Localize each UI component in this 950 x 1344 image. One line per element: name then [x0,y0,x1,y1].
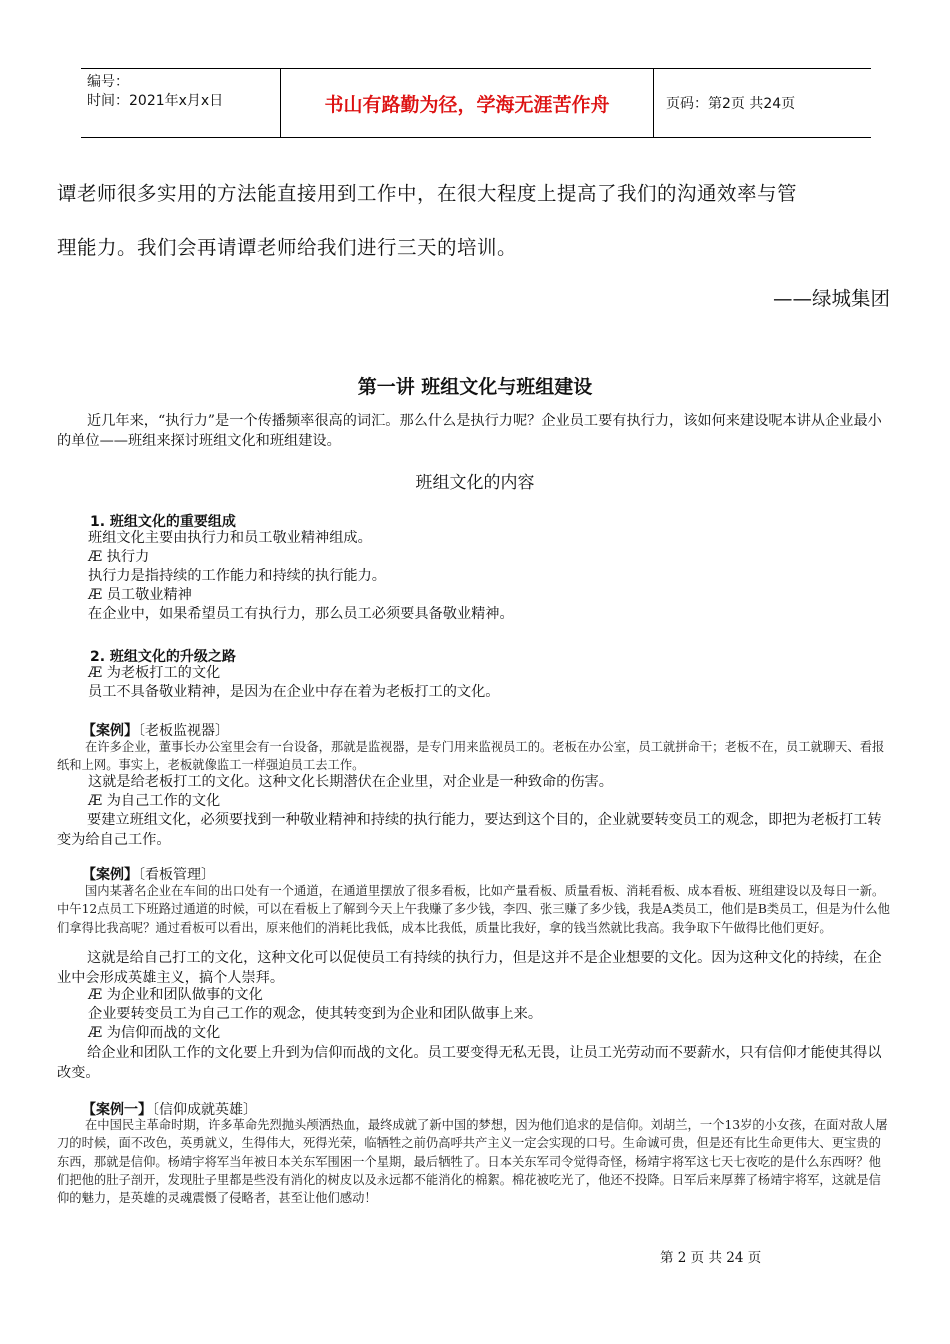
part1-heading: 1. 班组文化的重要组成 [90,514,236,530]
case2-paragraph-2: 给企业和团队工作的文化要上升到为信仰而战的文化。员工要变得无私无畏，让员工光劳动而不要薪水，只有信仰才能使其得以改变。 [57,1045,882,1081]
part1-line: Æ 员工敬业精神 [88,587,192,603]
case2-line-1: Æ 为企业和团队做事的文化 [88,987,263,1003]
date-label: 时间：2021年x月x日 [87,93,224,109]
part2-line-a: Æ 为老板打工的文化 [88,665,221,681]
case1-heading [82,720,229,740]
header-meta [81,69,281,137]
case1-after-1: 这就是给老板打工的文化。这种文化长期潜伏在企业里，对企业是一种致命的伤害。 [88,774,613,790]
section-title: 班组文化的内容 [415,473,535,493]
part1-line: 在企业中，如果希望员工有执行力，那么员工必须要具备敬业精神。 [88,606,514,622]
part1-line: Æ 执行力 [88,549,150,565]
case2-line-3: Æ 为信仰而战的文化 [88,1025,221,1041]
intro-line-1: 谭老师很多实用的方法能直接用到工作中，在很大程度上提高了我们的沟通效率与管 [57,182,798,205]
case2-text: 国内某著名企业在车间的出口处有一个通道，在通道里摆放了很多看板，比如产量看板、质量看板、消耗看板、成本看板、班组建设以及每日一新。中午12点员工下班路过通道的时候，可以在看板上了解到今天上午我赚了多少钱，李四、张三赚了多少钱，我是A类员工，他们是B类员工，但是为什么他们拿得比我高呢？通过看板可以看出，原来他们的消耗比我低，成本比我低，质量比我好，拿的钱当然就比我高。我争取下午做得比他们更好。 [57,884,890,935]
case3-title: 〔信仰成就英雄〕 [152,1102,257,1118]
part1-line: 执行力是指持续的工作能力和持续的执行能力。 [88,568,386,584]
case1-text: 在许多企业，董事长办公室里会有一台设备，那就是监视器，是专门用来监视员工的。老板在办公室，员工就拼命干；老板不在，员工就聊天、看报纸和上网。事实上，老板就像监工一样强迫员工去工作。 [57,740,885,773]
case2-heading [82,864,215,884]
lecture-intro-paragraph: 近几年来，“执行力”是一个传播频率很高的词汇。那么什么是执行力呢？企业员工要有执行力，该如何来建设呢本讲从企业最小的单位——班组来探讨班组文化和班组建设。 [57,413,882,449]
case2-label: 【案例】 [82,867,138,883]
header-motto: 书山有路勤为径，学海无涯苦作舟 [281,69,654,137]
number-label: 编号： [87,74,129,90]
case1-title: 〔老板监视器〕 [138,723,229,739]
page-footer: 第 2 页 共 24 页 [660,1250,762,1266]
part2-line-b: 员工不具备敬业精神，是因为在企业中存在着为老板打工的文化。 [88,684,500,700]
case3-label: 【案例一】 [82,1102,152,1118]
header-page-label: 页码：第2页 共24页 [666,96,796,112]
part2-heading: 2. 班组文化的升级之路 [90,649,236,665]
case2-title: 〔看板管理〕 [138,867,215,883]
case1-after-2: Æ 为自己工作的文化 [88,793,221,809]
case3-text: 在中国民主革命时期，许多革命先烈抛头颅洒热血，最终成就了新中国的梦想，因为他们追求的是信仰。刘胡兰，一个13岁的小女孩，在面对敌人屠刀的时候，面不改色，英勇就义，生得伟大，死得光荣，临牺牲之前仍高呼共产主义一定会实现的口号。生命诚可贵，但是还有比生命更伟大、更宝贵的东西，那就是信仰。杨靖宇将军当年被日本关东军围困一个星期，最后牺牲了。日本关东军司令觉得奇怪，杨靖宇将军这七天七夜吃的是什么东西呀？他们把他的肚子剖开，发现肚子里都是些没有消化的树皮以及永远都不能消化的棉絮。棉花被吃光了，他还不投降。日军后来厚葬了杨靖宇将军，这就是信仰的魅力，是英雄的灵魂震慑了侵略者，甚至让他们感动！ [57,1118,888,1206]
case1-paragraph: 要建立班组文化，必须要找到一种敬业精神和持续的执行能力，要达到这个目的，企业就要转变员工的观念，即把为老板打工转变为给自己工作。 [57,812,882,848]
header-table [81,68,871,138]
case2-paragraph-1: 这就是给自己打工的文化，这种文化可以促使员工有持续的执行力，但是这并不是企业想要的文化。因为这种文化的持续，在企业中会形成英雄主义，搞个人崇拜。 [57,950,882,986]
case2-line-2: 企业要转变员工为自己工作的观念，使其转变到为企业和团队做事上来。 [88,1006,543,1022]
intro-line-2: 理能力。我们会再请谭老师给我们进行三天的培训。 [57,236,518,259]
case1-label: 【案例】 [82,723,138,739]
intro-signature: ——绿城集团 [772,287,890,310]
part1-line: 班组文化主要由执行力和员工敬业精神组成。 [88,530,372,546]
lecture-title: 第一讲 班组文化与班组建设 [357,376,593,398]
